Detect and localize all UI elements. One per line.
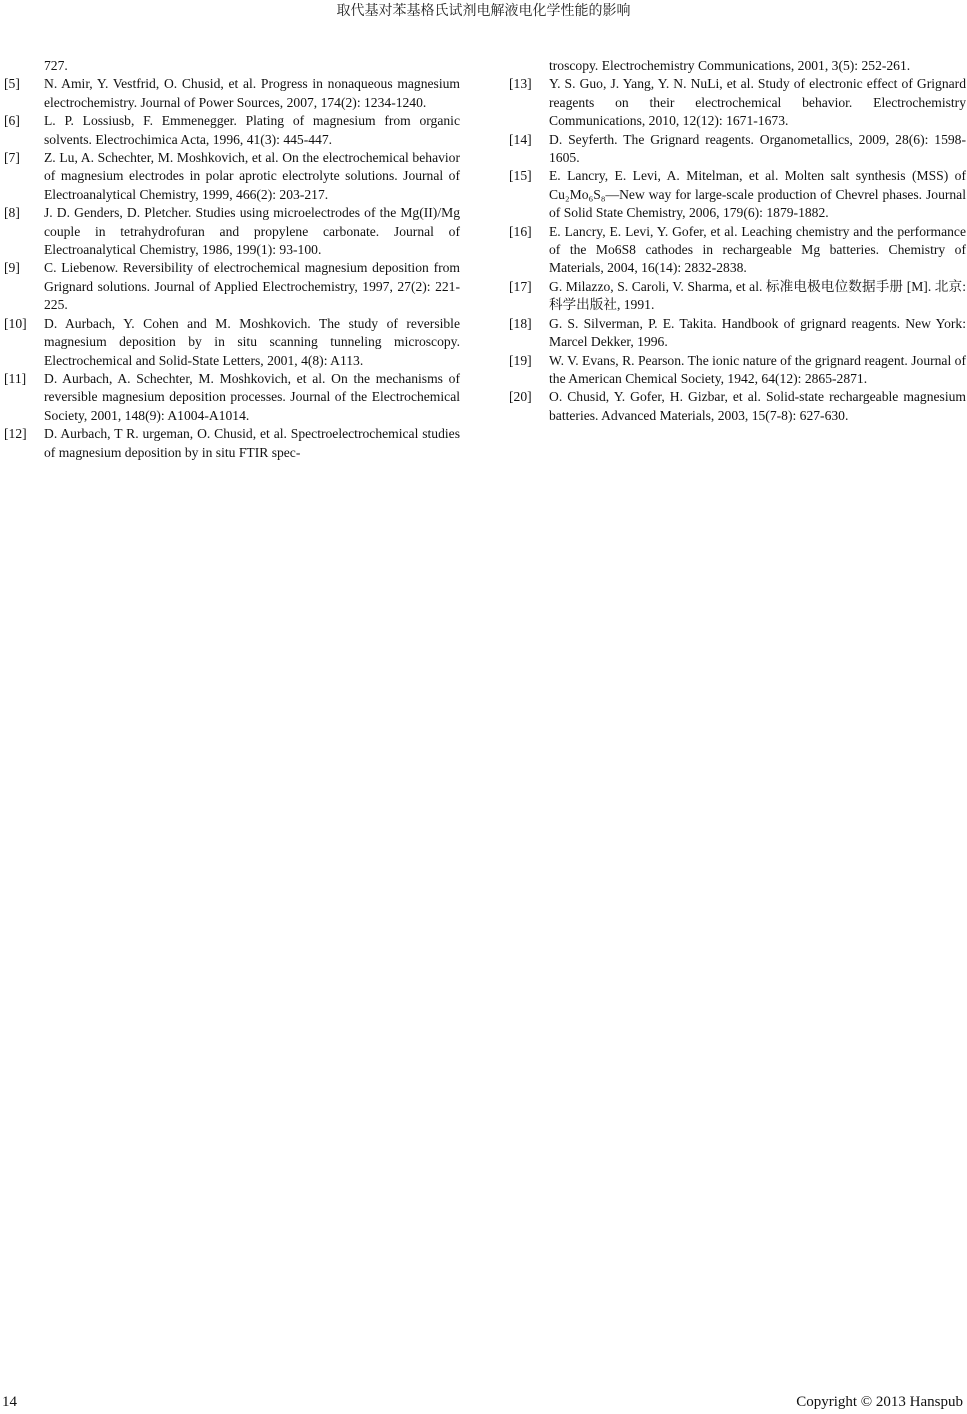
reference-text: L. P. Lossiusb, F. Emmenegger. Plating of magnesium from organic solvents. Electrochimica Acta, 1996, 41(3): 445-447. xyxy=(44,113,460,147)
reference-item xyxy=(4,259,460,314)
reference-text: D. Aurbach, A. Schechter, M. Moshkovich, et al. On the mechanisms of reversible magnesium deposition processes. Journal of the Electrochemical Society, 2001, 148(9): A1004-A1014. xyxy=(44,370,460,423)
reference-number: [6] xyxy=(4,113,20,129)
reference-continuation: troscopy. Electrochemistry Communications, 2001, 3(5): 252-261. xyxy=(549,58,911,73)
reference-item xyxy=(509,278,966,315)
running-header: 取代基对苯基格氏试剂电解液电化学性能的影响 xyxy=(336,3,631,19)
reference-text: E. Lancry, E. Levi, A. Mitelman, et al. Molten salt synthesis (MSS) of Cu₂Mo₆S₈—New way for large-scale production of Chevrel phases. Journal of Solid State Chemistry, 2006, 179(6): 1879-1882. xyxy=(549,168,966,221)
reference-item xyxy=(4,112,460,149)
reference-item xyxy=(509,223,966,278)
reference-number: [11] xyxy=(4,370,27,386)
reference-number: [18] xyxy=(509,315,532,331)
reference-text: Y. S. Guo, J. Yang, Y. N. NuLi, et al. Study of electronic effect of Grignard reagents on their electrochemical behavior. Electrochemistry Communications, 2010, 12(12): 1671-1673. xyxy=(549,76,966,129)
reference-item xyxy=(509,167,966,222)
reference-number: [9] xyxy=(4,260,20,276)
reference-text: D. Seyferth. The Grignard reagents. Organometallics, 2009, 28(6): 1598-1605. xyxy=(549,131,966,166)
reference-number: [14] xyxy=(509,131,532,147)
reference-text: N. Amir, Y. Vestfrid, O. Chusid, et al. Progress in nonaqueous magnesium electrochemistry. Journal of Power Sources, 2007, 174(2): 1234-1240. xyxy=(44,76,460,110)
reference-number: [10] xyxy=(4,315,27,331)
reference-number: [13] xyxy=(509,76,532,92)
reference-item xyxy=(4,315,460,370)
reference-number: [17] xyxy=(509,278,532,294)
reference-text: G. S. Silverman, P. E. Takita. Handbook of grignard reagents. New York: Marcel Dekker, 1996. xyxy=(549,315,966,350)
reference-text: D. Aurbach, Y. Cohen and M. Moshkovich. The study of reversible magnesium deposition by in situ scanning tunneling microscopy. Electrochemical and Solid-State Letters, 2001, 4(8): A113. xyxy=(44,315,460,368)
reference-item xyxy=(4,204,460,259)
reference-text: O. Chusid, Y. Gofer, H. Gizbar, et al. Solid-state rechargeable magnesium batteries. Advanced Materials, 2003, 15(7-8): 627-630. xyxy=(549,389,966,423)
reference-text: C. Liebenow. Reversibility of electrochemical magnesium deposition from Grignard solutions. Journal of Applied Electrochemistry, 1997, 27(2): 221-225. xyxy=(44,260,460,313)
references-right-column xyxy=(509,57,966,425)
reference-number: [19] xyxy=(509,352,532,368)
reference-text: J. D. Genders, D. Pletcher. Studies using microelectrodes of the Mg(II)/Mg couple in tetrahydrofuran and propylene carbonate. Journal of Electroanalytical Chemistry, 1986, 199(1): 93-100. xyxy=(44,205,460,258)
reference-item xyxy=(509,131,966,168)
reference-text: E. Lancry, E. Levi, Y. Gofer, et al. Leaching chemistry and the performance of the Mo6S8 cathodes in rechargeable Mg batteries. Chemistry of Materials, 2004, 16(14): 2832-2838. xyxy=(549,223,966,276)
reference-text: W. V. Evans, R. Pearson. The ionic nature of the grignard reagent. Journal of the American Chemical Society, 1942, 64(12): 2865-2871. xyxy=(549,352,966,386)
reference-item xyxy=(509,315,966,352)
references-left-column xyxy=(4,57,460,462)
reference-number: [8] xyxy=(4,205,20,221)
reference-number: [5] xyxy=(4,76,20,92)
reference-text: Z. Lu, A. Schechter, M. Moshkovich, et al. On the electrochemical behavior of magnesium electrodes in polar aprotic electrolyte solutions. Journal of Electroanalytical Chemistry, 1999, 466(2): 203-217. xyxy=(44,150,460,202)
reference-number: [7] xyxy=(4,150,20,166)
reference-text: G. Milazzo, S. Caroli, V. Sharma, et al. 标准电极电位数据手册 [M]. 北京: 科学出版社, 1991. xyxy=(549,278,966,313)
reference-number: [15] xyxy=(509,168,532,184)
page-number: 14 xyxy=(2,1394,17,1410)
reference-item xyxy=(509,388,966,425)
reference-continuation: 727. xyxy=(44,58,68,73)
reference-item xyxy=(4,425,460,462)
reference-item xyxy=(509,352,966,389)
page-footer xyxy=(0,1392,967,1412)
reference-number: [12] xyxy=(4,426,27,442)
reference-number: [20] xyxy=(509,389,532,405)
copyright-notice: Copyright © 2013 Hanspub xyxy=(796,1394,963,1410)
reference-number: [16] xyxy=(509,223,532,239)
reference-item xyxy=(4,370,460,425)
reference-text: D. Aurbach, T R. urgeman, O. Chusid, et al. Spectroelectrochemical studies of magnesium deposition by in situ FTIR spec- xyxy=(44,426,460,460)
reference-item xyxy=(4,75,460,112)
reference-item xyxy=(4,149,460,204)
reference-item xyxy=(509,75,966,130)
